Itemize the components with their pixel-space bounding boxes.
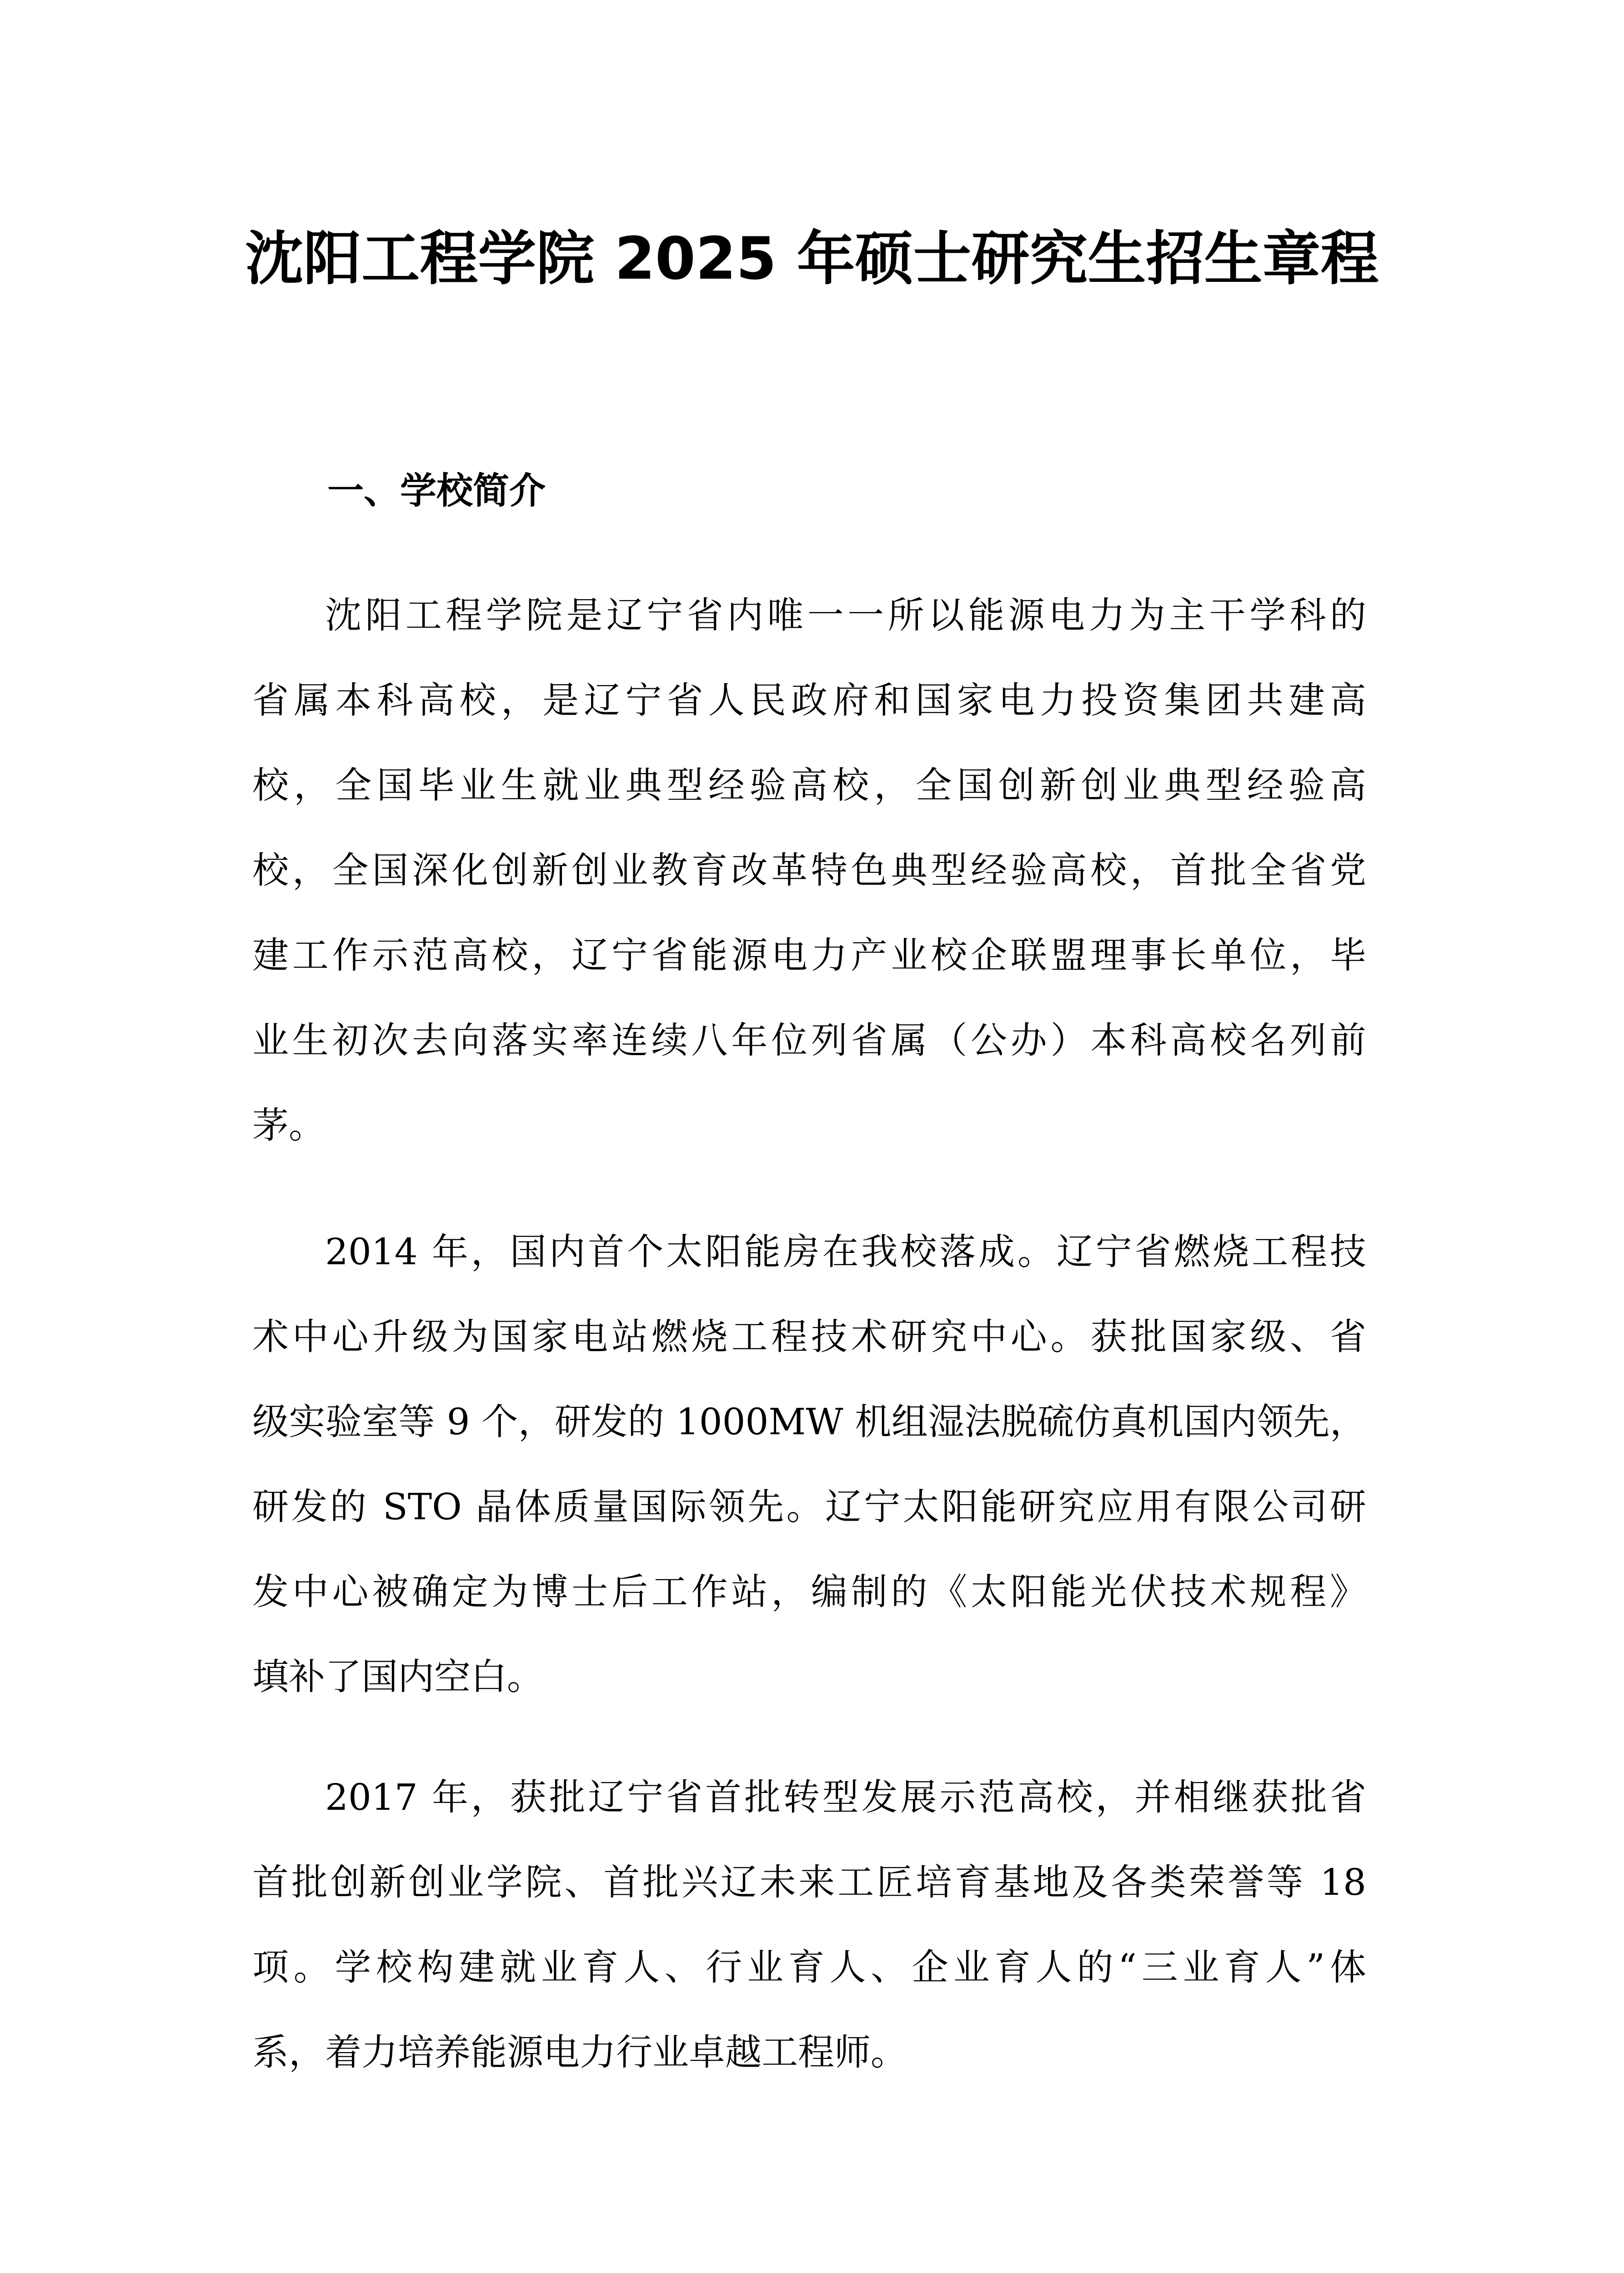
paragraph-line: 研发的 STO 晶体质量国际领先。辽宁太阳能研究应用有限公司研 (252, 1486, 1366, 1528)
section-heading: 一、学校简介 (327, 470, 546, 512)
paragraph-line: 茅。 (252, 1104, 325, 1147)
paragraph-line: 建工作示范高校，辽宁省能源电力产业校企联盟理事长单位，毕 (252, 934, 1366, 976)
paragraph-2017 (252, 1755, 1366, 2095)
paragraph-line: 校，全国深化创新创业教育改革特色典型经验高校，首批全省党 (252, 849, 1366, 891)
paragraph-line: 级实验室等 9 个，研发的 1000MW 机组湿法脱硫仿真机国内领先， (252, 1401, 1366, 1443)
paragraph-line: 项。学校构建就业育人、行业育人、企业育人的“三业育人”体 (252, 1946, 1366, 1988)
paragraph-line: 省属本科高校，是辽宁省人民政府和国家电力投资集团共建高 (252, 679, 1366, 721)
paragraph-school-intro (252, 573, 1366, 1168)
document-title: 沈阳工程学院 2025 年硕士研究生招生章程 (245, 225, 1379, 293)
paragraph-line: 填补了国内空白。 (252, 1656, 543, 1698)
paragraph-line: 沈阳工程学院是辽宁省内唯一一所以能源电力为主干学科的 (325, 594, 1366, 636)
paragraph-line: 系，着力培养能源电力行业卓越工程师。 (252, 2031, 907, 2073)
paragraph-line: 首批创新创业学院、首批兴辽未来工匠培育基地及各类荣誉等 18 (252, 1861, 1366, 1903)
paragraph-line: 业生初次去向落实率连续八年位列省属（公办）本科高校名列前 (252, 1019, 1366, 1061)
paragraph-line: 2017 年，获批辽宁省首批转型发展示范高校，并相继获批省 (325, 1776, 1366, 1818)
paragraph-line: 术中心升级为国家电站燃烧工程技术研究中心。获批国家级、省 (252, 1316, 1366, 1358)
paragraph-2014 (252, 1209, 1366, 1719)
paragraph-line: 2014 年，国内首个太阳能房在我校落成。辽宁省燃烧工程技 (325, 1231, 1366, 1273)
paragraph-line: 发中心被确定为博士后工作站，编制的《太阳能光伏技术规程》 (252, 1571, 1366, 1613)
paragraph-line: 校，全国毕业生就业典型经验高校，全国创新创业典型经验高 (252, 764, 1366, 806)
